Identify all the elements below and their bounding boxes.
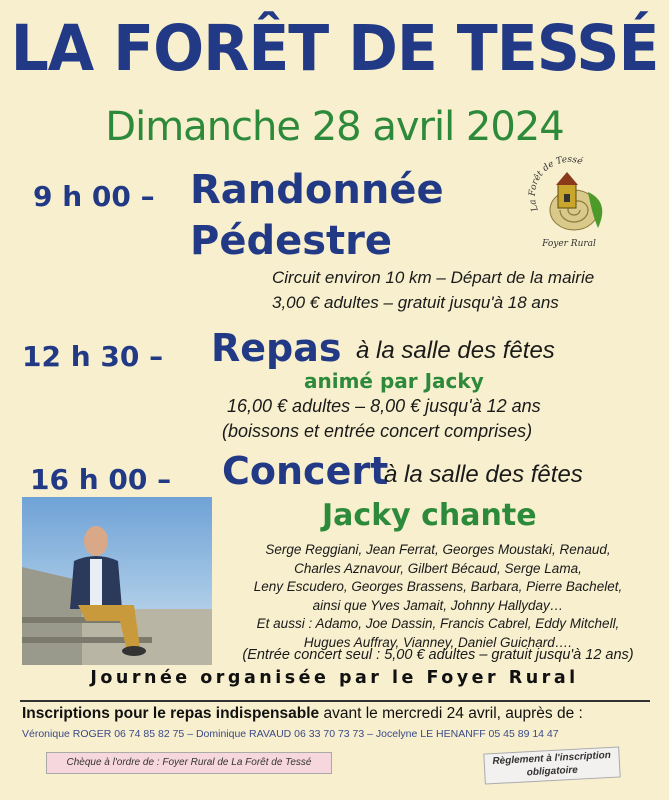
song-line: Leny Escudero, Georges Brassens, Barbara, Pierre Bachelet, (253, 579, 623, 594)
inscriptions-contacts: Véronique ROGER 06 74 85 82 75 – Dominique RAVAUD 06 33 70 73 73 – Jocelyne LE HENANFF 05 45 89 14 47 (22, 728, 559, 740)
reglement-line-2: obligatoire (526, 764, 579, 779)
concert-place: à la salle des fêtes (384, 461, 583, 488)
song-line: Charles Aznavour, Gilbert Bécaud, Serge Lama, (294, 560, 582, 576)
randonnee-title-2: Pédestre (190, 218, 392, 264)
reglement-line-1: Règlement à l'inscription (492, 749, 612, 768)
randonnee-time: 9 h 00 – (33, 180, 155, 213)
song-line: Et aussi : Adamo, Joe Dassin, Francis Cabrel, Eddy Mitchell, (256, 616, 620, 631)
concert-time: 16 h 00 – (30, 463, 172, 496)
randonnee-detail-1: Circuit environ 10 km – Départ de la mairie (272, 268, 595, 287)
randonnee-title-1: Randonnée (190, 167, 444, 213)
singer-photo (22, 497, 212, 665)
concert-entry: (Entrée concert seul : 5,00 € adultes – gratuit jusqu'à 12 ans) (242, 647, 634, 663)
divider (20, 700, 650, 702)
repas-price: 16,00 € adultes – 8,00 € jusqu'à 12 ans (227, 396, 541, 416)
inscriptions-line (22, 705, 662, 723)
song-line: ainsi que Yves Jamait, Johnny Hallyday… (312, 597, 564, 613)
logo-arc-text: La Forêt de Tessé (527, 154, 584, 213)
logo-caption: Foyer Rural (542, 239, 596, 249)
concert-title: Concert (222, 449, 389, 493)
inscriptions-rest: avant le mercredi 24 avril, auprès de : (323, 705, 583, 722)
repas-title: Repas (211, 326, 342, 370)
repas-time: 12 h 30 – (22, 340, 164, 373)
poster-title: LA FORÊT DE TESSÉ (10, 12, 659, 86)
organise-line: Journée organisée par le Foyer Rural (90, 668, 579, 688)
event-date: Dimanche 28 avril 2024 (105, 104, 564, 150)
repas-anim: animé par Jacky (304, 369, 484, 393)
song-line: Serge Reggiani, Jean Ferrat, Georges Moustaki, Renaud, (265, 542, 611, 557)
song-list (216, 541, 660, 652)
repas-place: à la salle des fêtes (356, 337, 555, 364)
concert-subtitle: Jacky chante (322, 498, 537, 533)
repas-note: (boissons et entrée concert comprises) (222, 421, 533, 441)
cheque-box: Chèque à l'ordre de : Foyer Rural de La Forêt de Tessé (46, 752, 332, 774)
reglement-box (483, 746, 620, 784)
randonnee-detail-2: 3,00 € adultes – gratuit jusqu'à 18 ans (272, 293, 559, 312)
song-line: Hugues Auffray, Vianney, Daniel Guichard…. (303, 634, 573, 650)
foyer-rural-logo (526, 152, 612, 252)
inscriptions-bold: Inscriptions pour le repas indispensable (22, 705, 320, 722)
